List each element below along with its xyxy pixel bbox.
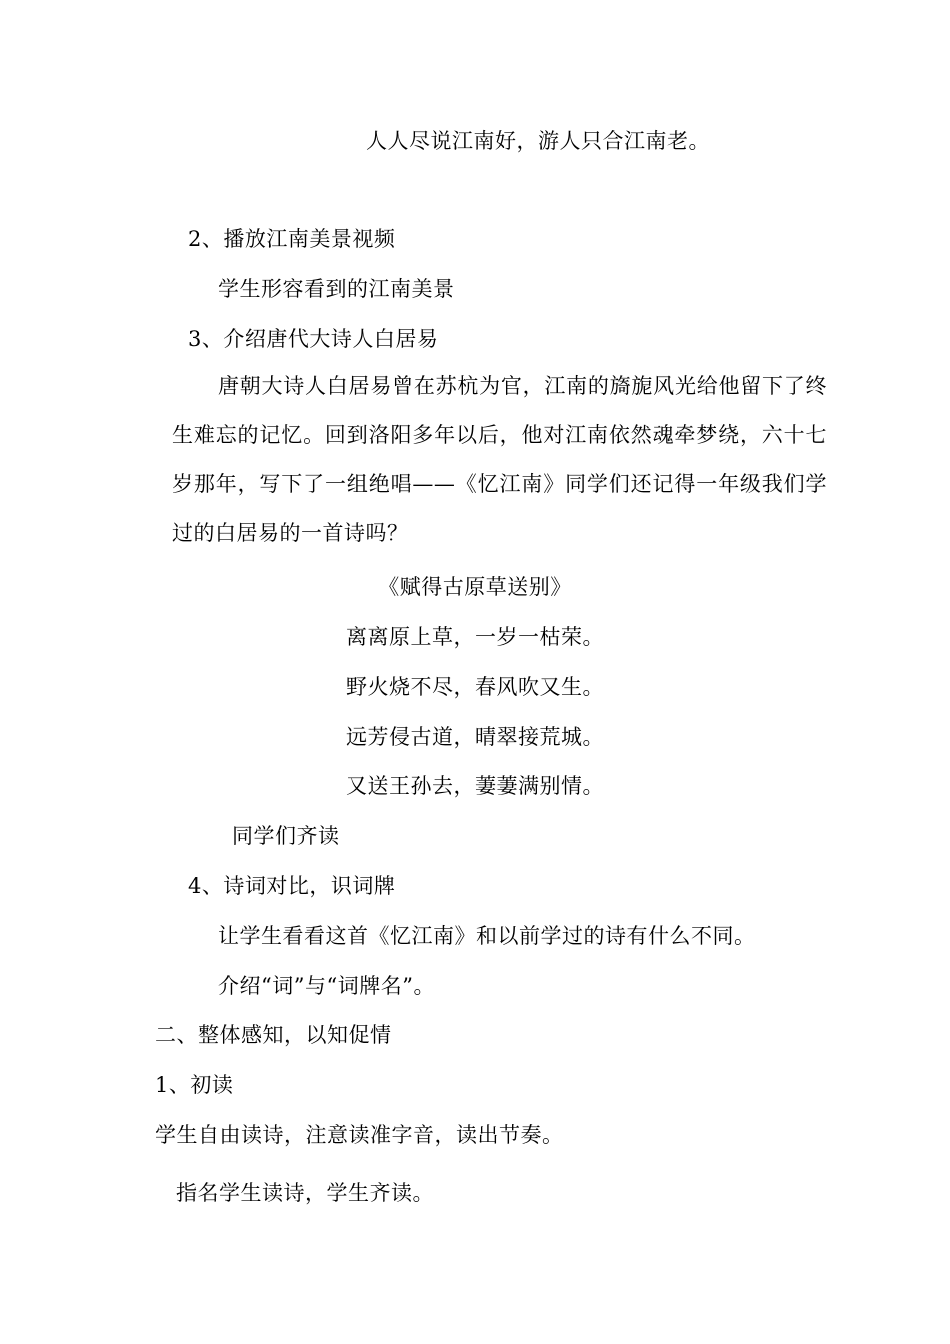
step-2-description: 学生形容看到的江南美景 bbox=[218, 277, 455, 301]
poem-line-1: 离离原上草，一岁一枯荣。 bbox=[346, 625, 604, 649]
poem-line-3: 远芳侵古道，晴翠接荒城。 bbox=[346, 725, 604, 749]
step-2-heading: 2、播放江南美景视频 bbox=[188, 227, 396, 251]
step-4-description-2: 介绍“词”与“词牌名”。 bbox=[218, 974, 435, 998]
subsection-1-description-1: 学生自由读诗，注意读准字音，读出节奏。 bbox=[155, 1123, 564, 1147]
subsection-1-heading: 1、初读 bbox=[155, 1073, 234, 1097]
section-2-heading: 二、整体感知，以知促情 bbox=[155, 1023, 392, 1047]
step-4-description-1: 让学生看看这首《忆江南》和以前学过的诗有什么不同。 bbox=[218, 924, 756, 948]
read-together-note: 同学们齐读 bbox=[232, 824, 340, 848]
poem-closing-line: 人人尽说江南好，游人只合江南老。 bbox=[366, 129, 710, 153]
step-3-paragraph: 唐朝大诗人白居易曾在苏杭为官，江南的旖旎风光给他留下了终生难忘的记忆。回到洛阳多年以后，他对江南依然魂牵梦绕，六十七岁那年，写下了一组绝唱——《忆江南》同学们还记得一年级我们学过的白居易的一首诗吗？ bbox=[172, 374, 827, 545]
poem-title: 《赋得古原草送别》 bbox=[378, 575, 572, 599]
subsection-1-description-2: 指名学生读诗，学生齐读。 bbox=[176, 1181, 434, 1205]
step-3-heading: 3、介绍唐代大诗人白居易 bbox=[188, 327, 439, 351]
poem-line-4: 又送王孙去，萋萋满别情。 bbox=[346, 774, 604, 798]
poem-line-2: 野火烧不尽，春风吹又生。 bbox=[346, 675, 604, 699]
step-4-heading: 4、诗词对比，识词牌 bbox=[188, 874, 396, 898]
